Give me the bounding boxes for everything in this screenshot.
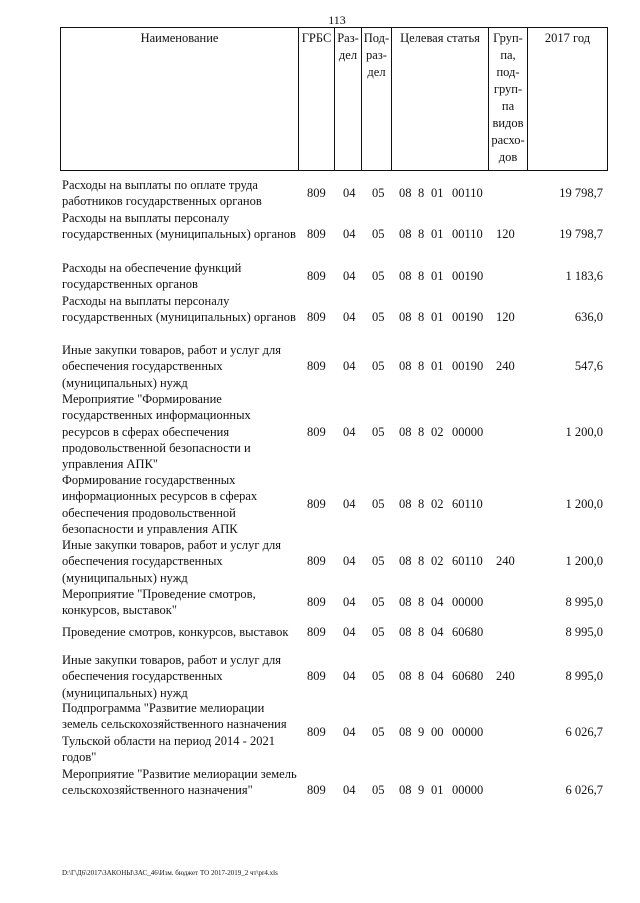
cell-target-subprogram: 8 xyxy=(418,625,425,639)
cell-sum-2017: 8 995,0 xyxy=(565,669,603,684)
cell-razdel: 04 xyxy=(343,310,356,325)
cell-name: Проведение смотров, конкурсов, выставок xyxy=(62,625,289,639)
cell-target-program: 08 xyxy=(399,424,412,439)
table-row xyxy=(0,177,640,210)
cell-name: Иные закупки товаров, работ и услуг для обеспечения государственных (муниципальных) нужд xyxy=(62,343,282,390)
cell-target-event: 01 xyxy=(431,783,444,798)
cell-expense-group: 120 xyxy=(496,227,515,242)
cell-grbs: 809 xyxy=(307,186,326,201)
cell-target-subprogram: 8 xyxy=(418,669,425,684)
table-row xyxy=(0,472,640,537)
cell-razdel: 04 xyxy=(343,497,356,512)
header-razdel: Раз- дел xyxy=(335,28,362,170)
cell-expense-group: 240 xyxy=(496,554,515,569)
cell-target-subprogram: 8 xyxy=(418,424,425,439)
table-row xyxy=(0,766,640,815)
cell-sum-2017: 6 026,7 xyxy=(565,725,603,740)
cell-expense-group: 120 xyxy=(496,310,515,325)
cell-target-event: 02 xyxy=(431,554,444,569)
table-row xyxy=(0,537,640,586)
cell-target-event: 04 xyxy=(431,595,444,610)
cell-grbs: 809 xyxy=(307,227,326,242)
cell-razdel: 04 xyxy=(343,554,356,569)
cell-razdel: 04 xyxy=(343,186,356,201)
cell-name: Подпрограмма "Развитие мелиорации земель сельскохозяйственного назначения Тульской области на период 2014 - 2021 годов" xyxy=(62,701,287,764)
cell-sum-2017: 8 995,0 xyxy=(565,625,603,639)
cell-name: Иные закупки товаров, работ и услуг для обеспечения государственных (муниципальных) нужд xyxy=(62,653,282,700)
cell-target-event: 02 xyxy=(431,424,444,439)
cell-podrazdel: 05 xyxy=(372,227,385,242)
cell-target-program: 08 xyxy=(399,227,412,242)
cell-target-program: 08 xyxy=(399,269,412,284)
page-number: 113 xyxy=(328,13,346,27)
cell-target-program: 08 xyxy=(399,783,412,798)
cell-razdel: 04 xyxy=(343,359,356,374)
cell-target-direction: 00110 xyxy=(452,227,483,242)
cell-target-subprogram: 8 xyxy=(418,269,425,284)
cell-target-direction: 00000 xyxy=(452,783,484,798)
header-name: Наименование xyxy=(61,28,299,170)
cell-podrazdel: 05 xyxy=(372,497,385,512)
cell-razdel: 04 xyxy=(343,725,356,740)
cell-name: Расходы на выплаты персоналу государственных (муниципальных) органов xyxy=(62,211,296,242)
cell-sum-2017: 6 026,7 xyxy=(565,783,603,798)
table-header xyxy=(60,27,608,171)
cell-target-subprogram: 9 xyxy=(418,783,425,798)
table-row xyxy=(0,652,640,701)
cell-target-program: 08 xyxy=(399,669,412,684)
cell-razdel: 04 xyxy=(343,783,356,798)
cell-name: Расходы на обеспечение функций государственных органов xyxy=(62,261,242,292)
cell-grbs: 809 xyxy=(307,595,326,610)
cell-name: Расходы на выплаты по оплате труда работников государственных органов xyxy=(62,178,262,209)
cell-sum-2017: 1 200,0 xyxy=(565,554,603,569)
cell-target-event: 04 xyxy=(431,669,444,684)
cell-target-direction: 00000 xyxy=(452,725,484,740)
cell-target-subprogram: 8 xyxy=(418,554,425,569)
cell-grbs: 809 xyxy=(307,783,326,798)
header-year: 2017 год xyxy=(544,31,591,45)
cell-grbs: 809 xyxy=(307,497,326,512)
cell-name: Мероприятие "Проведение смотров, конкурсов, выставок" xyxy=(62,587,256,618)
cell-target-subprogram: 8 xyxy=(418,497,425,512)
cell-sum-2017: 547,6 xyxy=(574,359,603,374)
cell-target-subprogram: 8 xyxy=(418,227,425,242)
cell-expense-group: 240 xyxy=(496,669,515,684)
cell-target-event: 01 xyxy=(431,186,444,201)
file-path-footer: D:\Г\Д6\2017\ЗАКОНЫ\ЗАС_46\Изм. бюджет ТО 2017-2019_2 чт\pr4.xls xyxy=(62,869,278,877)
cell-sum-2017: 636,0 xyxy=(574,310,603,325)
header-podrazdel: Под- раз- дел xyxy=(362,28,392,170)
cell-target-event: 02 xyxy=(431,497,444,512)
header-target: Целевая статья xyxy=(392,28,489,170)
cell-podrazdel: 05 xyxy=(372,595,385,610)
cell-target-program: 08 xyxy=(399,186,412,201)
cell-podrazdel: 05 xyxy=(372,359,385,374)
header-grbs: ГРБС xyxy=(299,28,335,170)
cell-name: Мероприятие "Развитие мелиорации земель сельскохозяйственного назначения" xyxy=(62,767,297,798)
cell-razdel: 04 xyxy=(343,595,356,610)
cell-target-direction: 00190 xyxy=(452,310,484,325)
cell-podrazdel: 05 xyxy=(372,424,385,439)
cell-grbs: 809 xyxy=(307,554,326,569)
cell-target-program: 08 xyxy=(399,359,412,374)
cell-expense-group: 240 xyxy=(496,359,515,374)
cell-podrazdel: 05 xyxy=(372,669,385,684)
cell-target-program: 08 xyxy=(399,725,412,740)
cell-target-direction: 60110 xyxy=(452,497,483,512)
cell-sum-2017: 1 200,0 xyxy=(565,424,603,439)
cell-grbs: 809 xyxy=(307,359,326,374)
table-row xyxy=(0,391,640,473)
cell-sum-2017: 19 798,7 xyxy=(559,227,603,242)
cell-target-direction: 00110 xyxy=(452,186,483,201)
cell-razdel: 04 xyxy=(343,424,356,439)
cell-name: Мероприятие "Формирование государственных информационных ресурсов в сферах обеспечения продовольственной безопасности и управления АПК" xyxy=(62,392,251,472)
header-group: Груп- па, под- груп- па видов расхо- дов xyxy=(489,28,528,170)
cell-target-direction: 60680 xyxy=(452,625,484,639)
cell-target-direction: 00000 xyxy=(452,595,484,610)
cell-target-program: 08 xyxy=(399,554,412,569)
cell-target-program: 08 xyxy=(399,625,412,639)
cell-target-event: 01 xyxy=(431,310,444,325)
table-row xyxy=(0,586,640,619)
cell-target-event: 00 xyxy=(431,725,444,740)
table-row xyxy=(0,624,640,640)
cell-target-event: 04 xyxy=(431,625,444,639)
cell-target-direction: 60110 xyxy=(452,554,483,569)
cell-grbs: 809 xyxy=(307,269,326,284)
cell-grbs: 809 xyxy=(307,669,326,684)
cell-podrazdel: 05 xyxy=(372,186,385,201)
cell-razdel: 04 xyxy=(343,269,356,284)
cell-podrazdel: 05 xyxy=(372,725,385,740)
cell-name: Формирование государственных информационных ресурсов в сферах обеспечения продовольственной безопасности и управления АПК xyxy=(62,473,258,536)
cell-podrazdel: 05 xyxy=(372,625,385,639)
cell-sum-2017: 1 200,0 xyxy=(565,497,603,512)
cell-podrazdel: 05 xyxy=(372,269,385,284)
cell-target-direction: 60680 xyxy=(452,669,484,684)
table-row xyxy=(0,293,640,342)
cell-target-event: 01 xyxy=(431,227,444,242)
cell-target-subprogram: 9 xyxy=(418,725,425,740)
cell-sum-2017: 8 995,0 xyxy=(565,595,603,610)
cell-grbs: 809 xyxy=(307,725,326,740)
cell-sum-2017: 1 183,6 xyxy=(565,269,603,284)
table-row xyxy=(0,210,640,259)
cell-grbs: 809 xyxy=(307,625,326,639)
cell-target-program: 08 xyxy=(399,497,412,512)
cell-razdel: 04 xyxy=(343,669,356,684)
cell-sum-2017: 19 798,7 xyxy=(559,186,603,201)
table-row xyxy=(0,342,640,391)
cell-grbs: 809 xyxy=(307,310,326,325)
cell-podrazdel: 05 xyxy=(372,310,385,325)
cell-target-event: 01 xyxy=(431,269,444,284)
cell-target-direction: 00190 xyxy=(452,359,484,374)
cell-target-subprogram: 8 xyxy=(418,595,425,610)
cell-target-subprogram: 8 xyxy=(418,310,425,325)
cell-podrazdel: 05 xyxy=(372,554,385,569)
table-row xyxy=(0,700,640,765)
cell-target-direction: 00000 xyxy=(452,424,484,439)
table-row xyxy=(0,260,640,293)
cell-razdel: 04 xyxy=(343,227,356,242)
cell-target-subprogram: 8 xyxy=(418,359,425,374)
cell-podrazdel: 05 xyxy=(372,783,385,798)
cell-target-program: 08 xyxy=(399,310,412,325)
cell-target-subprogram: 8 xyxy=(418,186,425,201)
cell-razdel: 04 xyxy=(343,625,356,639)
cell-name: Иные закупки товаров, работ и услуг для обеспечения государственных (муниципальных) нужд xyxy=(62,538,282,585)
cell-target-event: 01 xyxy=(431,359,444,374)
cell-grbs: 809 xyxy=(307,424,326,439)
cell-name: Расходы на выплаты персоналу государственных (муниципальных) органов xyxy=(62,294,296,325)
cell-target-direction: 00190 xyxy=(452,269,484,284)
cell-target-program: 08 xyxy=(399,595,412,610)
